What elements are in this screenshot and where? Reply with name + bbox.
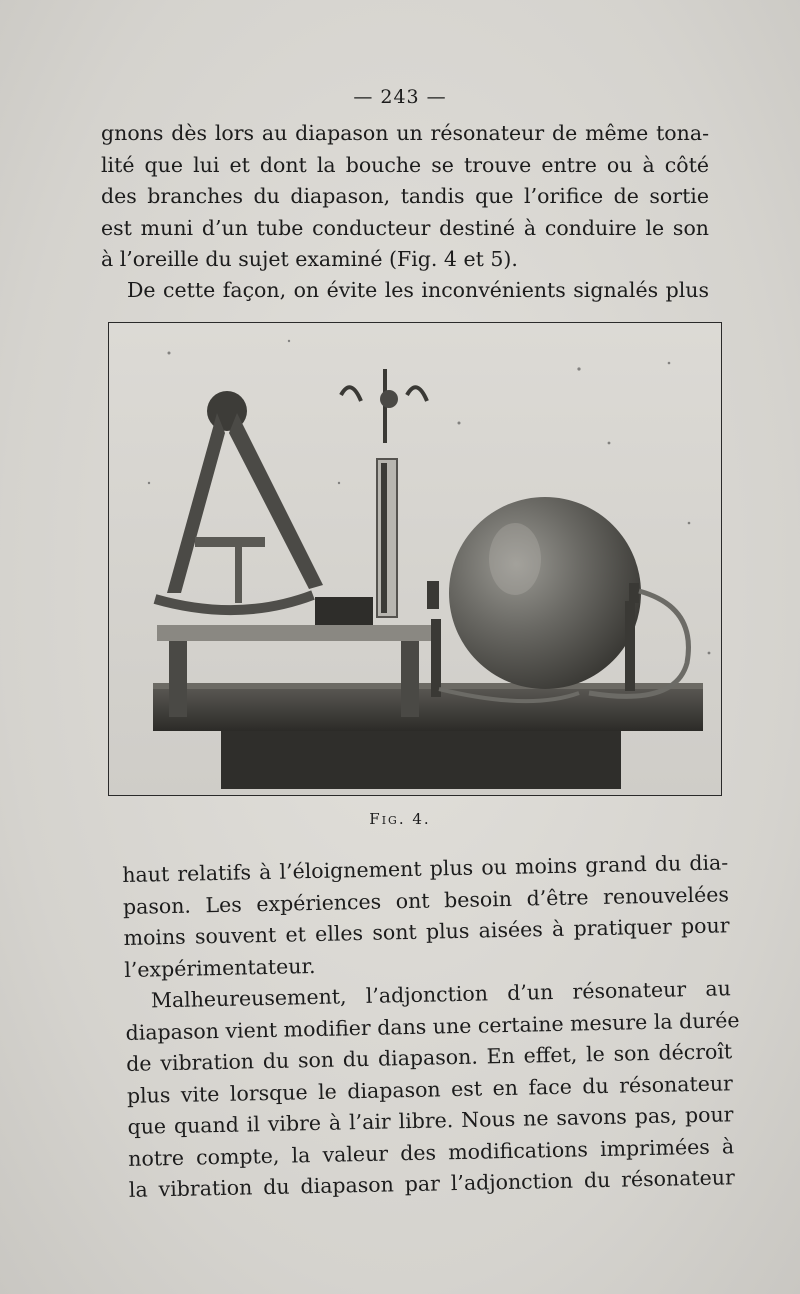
page-number: — 243 — xyxy=(353,86,447,108)
paragraph-1 xyxy=(101,118,709,276)
text-line: à l’oreille du sujet examiné (Fig. 4 et 5). xyxy=(101,247,518,271)
text-line: plus vite lorsque le diapason est en face du résonateur xyxy=(126,1070,734,1108)
text-line: la vibration du diapason par l’adjonction du résonateur xyxy=(128,1165,736,1202)
text-line: est muni d’un tube conducteur destiné à conduire le son xyxy=(101,215,709,240)
text-line: Malheureusement, l’adjonction d’un résonateur au xyxy=(150,976,732,1013)
text-line: lité que lui et dont la bouche se trouve entre ou à côté xyxy=(101,152,709,177)
text-line: moins souvent et elles sont plus aisées à pratiquer pour xyxy=(123,913,730,950)
figure-caption: Fig. 4. xyxy=(369,810,431,828)
text-line: pason. Les expériences ont besoin d’être renouvelées xyxy=(122,881,730,919)
text-line: des branches du diapason, tandis que l’orifice de sortie xyxy=(101,184,709,208)
text-line: De cette façon, on évite les inconvénients signalés plus xyxy=(127,278,709,302)
text-line: que quand il vibre à l’air libre. Nous ne savons pas, pour xyxy=(127,1102,734,1139)
paragraph-3 xyxy=(122,847,740,1206)
paragraph-2 xyxy=(101,275,709,307)
apparatus-illustration xyxy=(109,323,721,795)
figure-photograph xyxy=(108,322,722,796)
text-line: gnons dès lors au diapason un résonateur de même tona- xyxy=(101,121,709,145)
text-line: diapason vient modifier dans une certaine mesure la durée xyxy=(125,1007,740,1045)
text-line: haut relatifs à l’éloignement plus ou moins grand du dia- xyxy=(122,850,729,887)
text-line: de vibration du son du diapason. En effet, le son décroît xyxy=(126,1039,733,1076)
text-line: l’expérimentateur. xyxy=(124,953,316,982)
text-line: notre compte, la valeur des modifications imprimées à xyxy=(128,1133,735,1171)
